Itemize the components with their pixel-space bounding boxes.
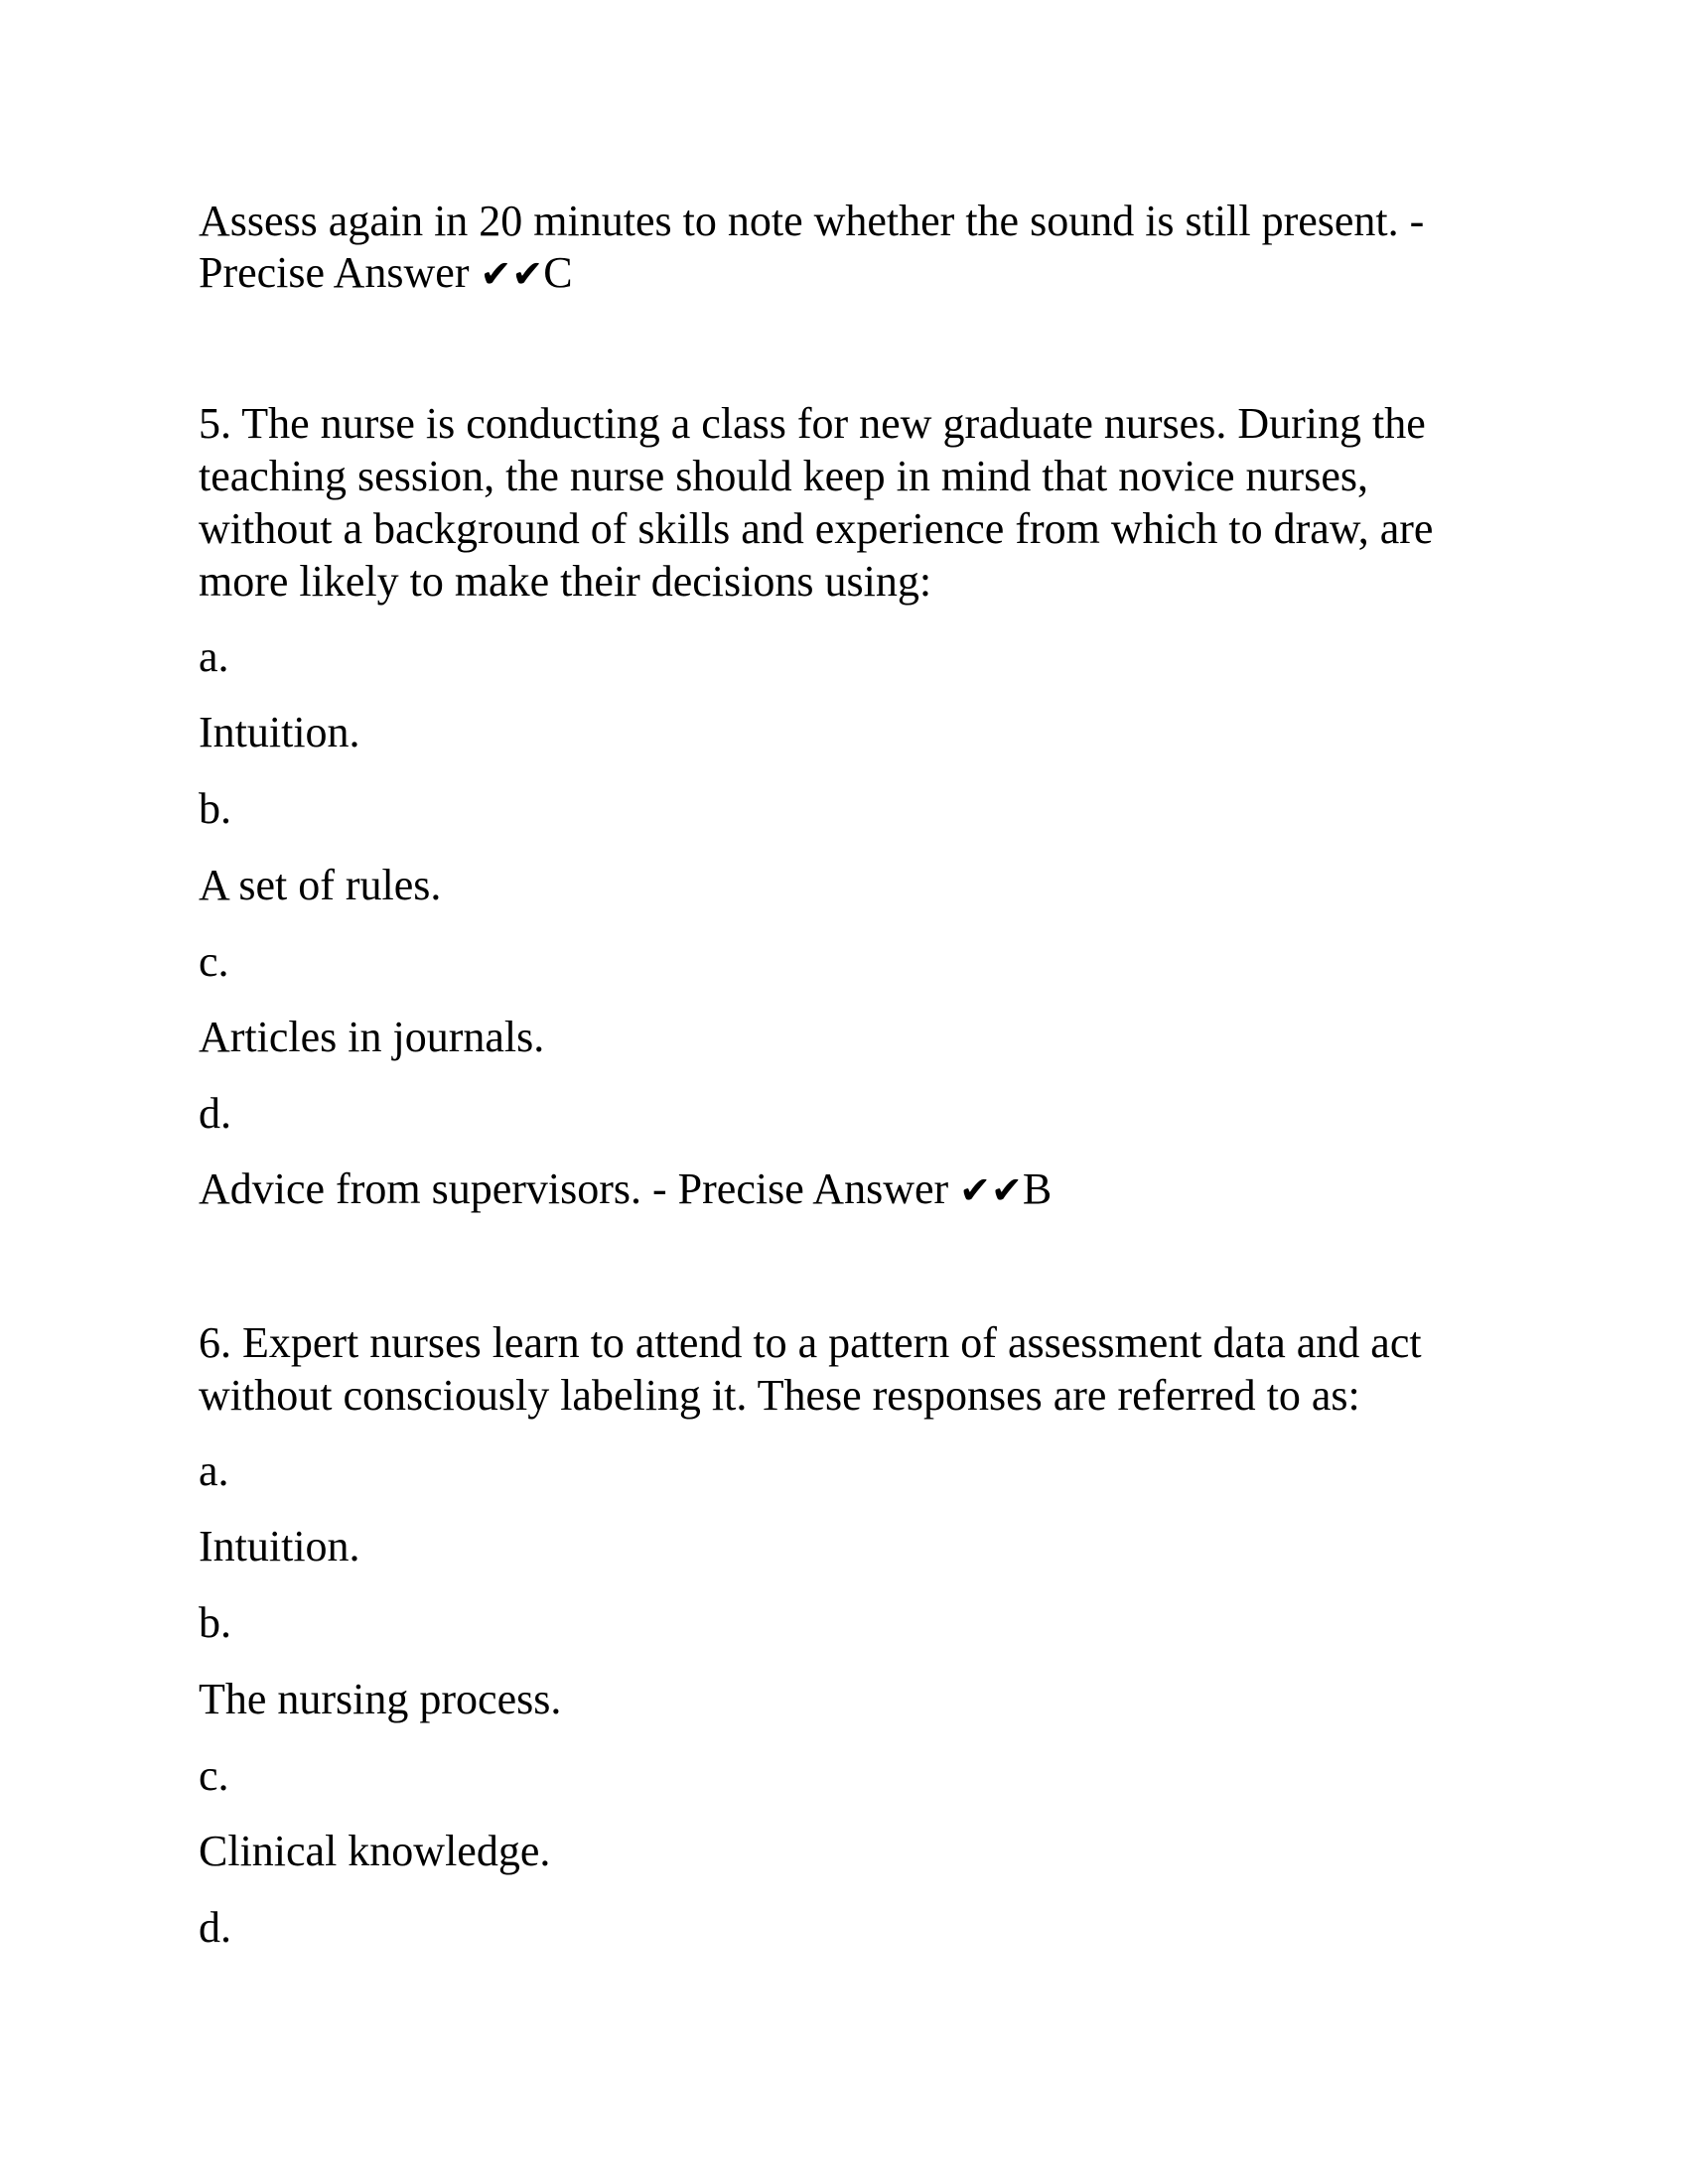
question-5-option-d-text (199, 1162, 1052, 1217)
question-6-option-b-text: The nursing process. (199, 1675, 562, 1723)
prev-answer-line-1: Assess again in 20 minutes to note whether the sound is still present. - (199, 197, 1425, 245)
question-5-answer-letter: B (1022, 1164, 1053, 1213)
question-6-option-c-text: Clinical knowledge. (199, 1827, 551, 1875)
question-5-stem-line-1: 5. The nurse is conducting a class for new graduate nurses. During the (199, 399, 1426, 448)
question-5-stem-line-4: more likely to make their decisions using: (199, 557, 932, 606)
question-5-stem-line-3: without a background of skills and experience from which to draw, are (199, 504, 1434, 553)
question-5-stem-line-2: teaching session, the nurse should keep in mind that novice nurses, (199, 452, 1368, 500)
question-5-option-b-letter: b. (199, 784, 231, 833)
question-5-option-a-text: Intuition. (199, 708, 360, 756)
checkmark-icon: ✔✔ (959, 1168, 1023, 1212)
question-5-option-a-letter: a. (199, 632, 229, 681)
answer-letter: C (543, 248, 573, 297)
document-page (199, 0, 1489, 2184)
checkmark-icon: ✔✔ (480, 252, 544, 296)
question-5-option-d-label: Advice from supervisors. - Precise Answer (199, 1164, 960, 1213)
question-6-stem-line-1: 6. Expert nurses learn to attend to a pattern of assessment data and act (199, 1318, 1422, 1367)
question-6-option-b-letter: b. (199, 1598, 231, 1647)
question-5-option-c-letter: c. (199, 937, 229, 986)
question-6-option-a-letter: a. (199, 1446, 229, 1495)
question-6-option-c-letter: c. (199, 1751, 229, 1800)
prev-answer-line-2 (199, 246, 573, 301)
question-5-option-d-letter: d. (199, 1089, 231, 1138)
question-6-option-a-text: Intuition. (199, 1522, 360, 1570)
question-5-option-b-text: A set of rules. (199, 861, 442, 909)
question-5-option-c-text: Articles in journals. (199, 1013, 545, 1061)
question-6-stem-line-2: without consciously labeling it. These responses are referred to as: (199, 1371, 1360, 1420)
precise-answer-label: Precise Answer (199, 248, 481, 297)
question-6-option-d-letter: d. (199, 1903, 231, 1952)
